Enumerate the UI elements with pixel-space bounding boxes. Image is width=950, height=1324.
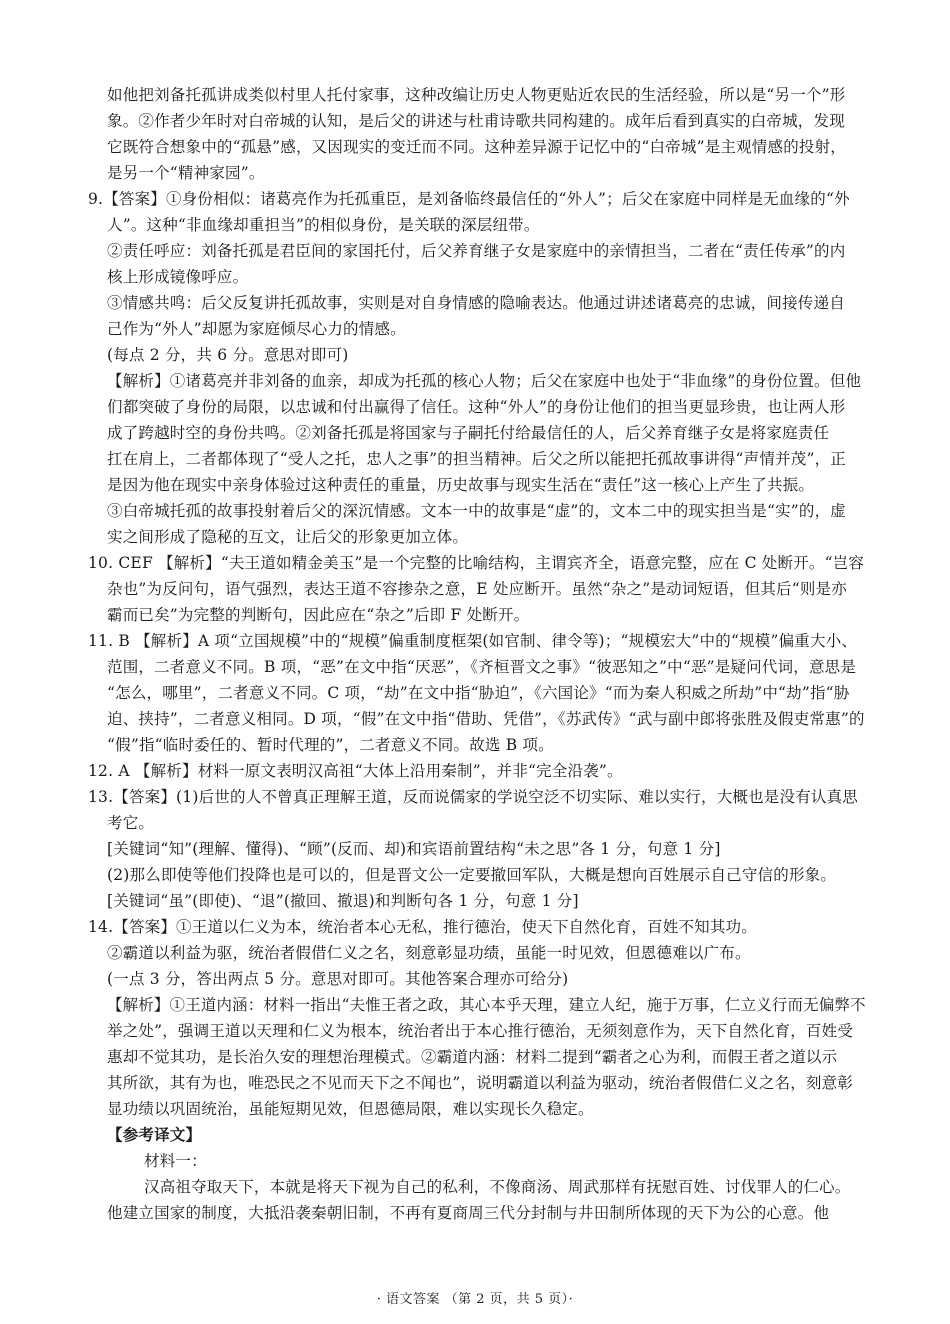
text-line: 范围，二者意义不同。B 项，“恶”在文中指“厌恶”，《齐桓晋文之事》“彼恶知之”中“恶”是疑问代词，意思是 bbox=[107, 658, 857, 676]
text-line: 显功绩以巩固统治，虽能短期见效，但恩德局限，难以实现长久稳定。 bbox=[107, 1100, 594, 1118]
text-line: 14.【答案】①王道以仁义为本，统治者本心无私，推行德治，使天下自然化育，百姓不知其功。 bbox=[88, 918, 757, 936]
page-footer: · 语文答案 （第 2 页，共 5 页）· bbox=[376, 1292, 574, 1307]
text-line: 霸而已矣”为完整的判断句，因此应在“杂之”后即 F 处断开。 bbox=[107, 606, 530, 624]
text-line: 【解析】①诸葛亮并非刘备的血亲，却成为托孤的核心人物；后父在家庭中也处于“非血缘”的身份位置。但他 bbox=[107, 372, 862, 390]
text-line: 举之处”，强调王道以天理和仁义为根本，统治者出于本心推行德治，无须刻意作为，天下自然化育，百姓受 bbox=[107, 1022, 854, 1040]
text-line: 们都突破了身份的局限，以忠诚和付出赢得了信任。这种“外人”的身份让他们的担当更显珍贵，也让两人形 bbox=[107, 398, 846, 416]
text-line: 考它。 bbox=[107, 814, 155, 832]
text-line: 10. CEF 【解析】“夫王道如精金美玉”是一个完整的比喻结构，主谓宾齐全，语意完整，应在 C 处断开。“岂容 bbox=[88, 554, 865, 572]
text-line: 实之间形成了隐秘的互文，让后父的形象更加立体。 bbox=[107, 528, 469, 546]
text-line: 己作为“外人”却愿为家庭倾尽心力的情感。 bbox=[107, 320, 406, 338]
text-line: 是另一个“精神家园”。 bbox=[107, 164, 265, 182]
text-line: (2)那么即使等他们投降也是可以的，但是晋文公一定要撤回军队，大概是想向百姓展示自己守信的形象。 bbox=[107, 866, 837, 884]
text-line: (一点 3 分，答出两点 5 分。意思对即可。其他答案合理亦可给分) bbox=[107, 970, 569, 988]
text-line: 12. A 【解析】材料一原文表明汉高祖“大体上沿用秦制”，并非“完全沿袭”。 bbox=[88, 762, 623, 780]
text-line: 成了跨越时空的身份共鸣。②刘备托孤是将国家与子嗣托付给最信任的人，后父养育继子女是将家庭责任 bbox=[107, 424, 830, 442]
text-line: 11. B 【解析】A 项“立国规模”中的“规模”偏重制度框架(如官制、律令等)；“规模宏大”中的“规模”偏重大小、 bbox=[88, 632, 858, 650]
text-line: 惠却不觉其功，是长治久安的理想治理模式。②霸道内涵：材料二提到“霸者之心为利，而假王者之道以示 bbox=[107, 1048, 838, 1066]
text-line: 【参考译文】 bbox=[107, 1125, 202, 1144]
text-line: 是因为他在现实中亲身体验过这种责任的重量，历史故事与现实生活在“责任”这一核心上产生了共振。 bbox=[107, 476, 815, 494]
text-line: (每点 2 分，共 6 分。意思对即可) bbox=[107, 346, 349, 364]
text-line: 它既符合想象中的“孤悬”感，又因现实的变迁而不同。这种差异源于记忆中的“白帝城”是主观情感的投射， bbox=[107, 138, 846, 156]
text-line: “怎么，哪里”，二者意义不同。C 项，“劫”在文中指“胁迫”，《六国论》“而为秦人积威之所劫”中“劫”指“胁 bbox=[107, 684, 850, 702]
text-line: ②责任呼应：刘备托孤是君臣间的家国托付，后父养育继子女是家庭中的亲情担当，二者在“责任传承”的内 bbox=[107, 242, 846, 260]
text-line: [关键词“知”(理解、懂得)、“顾”(反而、却)和宾语前置结构“未之思”各 1 分，句意 1 分] bbox=[107, 840, 721, 858]
text-line: 汉高祖夺取天下，本就是将天下视为自己的私利，不像商汤、周武那样有抚慰百姓、讨伐罪人的仁心。 bbox=[144, 1178, 851, 1196]
text-line: 【解析】①王道内涵：材料一指出“夫惟王者之政，其心本乎天理，建立人纪，施于万事，仁立义行而无偏弊不 bbox=[107, 996, 866, 1014]
text-line: 如他把刘备托孤讲成类似村里人托付家事，这种改编让历史人物更贴近农民的生活经验，所以是“另一个”形 bbox=[107, 86, 846, 104]
text-line: 材料一： bbox=[144, 1152, 207, 1170]
text-line: 核上形成镜像呼应。 bbox=[107, 268, 249, 286]
text-line: ③白帝城托孤的故事投射着后父的深沉情感。文本一中的故事是“虚”的，文本二中的现实担当是“实”的，虚 bbox=[107, 502, 846, 520]
text-line: “假”指“临时委任的、暂时代理的”，二者意义不同。故选 B 项。 bbox=[107, 736, 554, 754]
text-line: 迫、挟持”，二者意义相同。D 项，“假”在文中指“借助、凭借”，《苏武传》“武与副中郎将张胜及假吏常惠”的 bbox=[107, 710, 865, 728]
text-line: 杂也”为反问句，语气强烈，表达王道不容掺杂之意，E 处应断开。虽然“杂之”是动词短语，但其后“则是亦 bbox=[107, 580, 847, 598]
text-line: ③情感共鸣：后父反复讲托孤故事，实则是对自身情感的隐喻表达。他通过讲述诸葛亮的忠诚，间接传递自 bbox=[107, 294, 845, 312]
text-line: 象。②作者少年时对白帝城的认知，是后父的讲述与杜甫诗歌共同构建的。成年后看到真实的白帝城，发现 bbox=[107, 112, 845, 130]
text-line: 人”。这种“非血缘却重担当”的相似身份，是关联的深层纽带。 bbox=[107, 216, 540, 234]
text-line: 13.【答案】(1)后世的人不曾真正理解王道，反而说儒家的学说空泛不切实际、难以实行，大概也是没有认真思 bbox=[88, 788, 859, 806]
text-line: 其所欲，其有为也，唯恐民之不见而天下之不闻也”，说明霸道以利益为驱动，统治者假借仁义之名，刻意彰 bbox=[107, 1074, 854, 1092]
text-line: 他建立国家的制度，大抵沿袭秦朝旧制，不再有夏商周三代分封制与井田制所体现的天下为公的心意。他 bbox=[107, 1204, 830, 1222]
text-line: ②霸道以利益为驱，统治者假借仁义之名，刻意彰显功绩，虽能一时见效，但恩德难以广布。 bbox=[107, 944, 751, 962]
text-line: [关键词“虽”(即使)、“退”(撤回、撤退)和判断句各 1 分，句意 1 分] bbox=[107, 892, 579, 910]
text-line: 9.【答案】①身份相似：诸葛亮作为托孤重臣，是刘备临终最信任的“外人”；后父在家庭中同样是无血缘的“外 bbox=[88, 190, 850, 208]
text-line: 扛在肩上，二者都体现了“受人之托，忠人之事”的担当精神。后父之所以能把托孤故事讲得“声情并茂”，正 bbox=[107, 450, 846, 468]
